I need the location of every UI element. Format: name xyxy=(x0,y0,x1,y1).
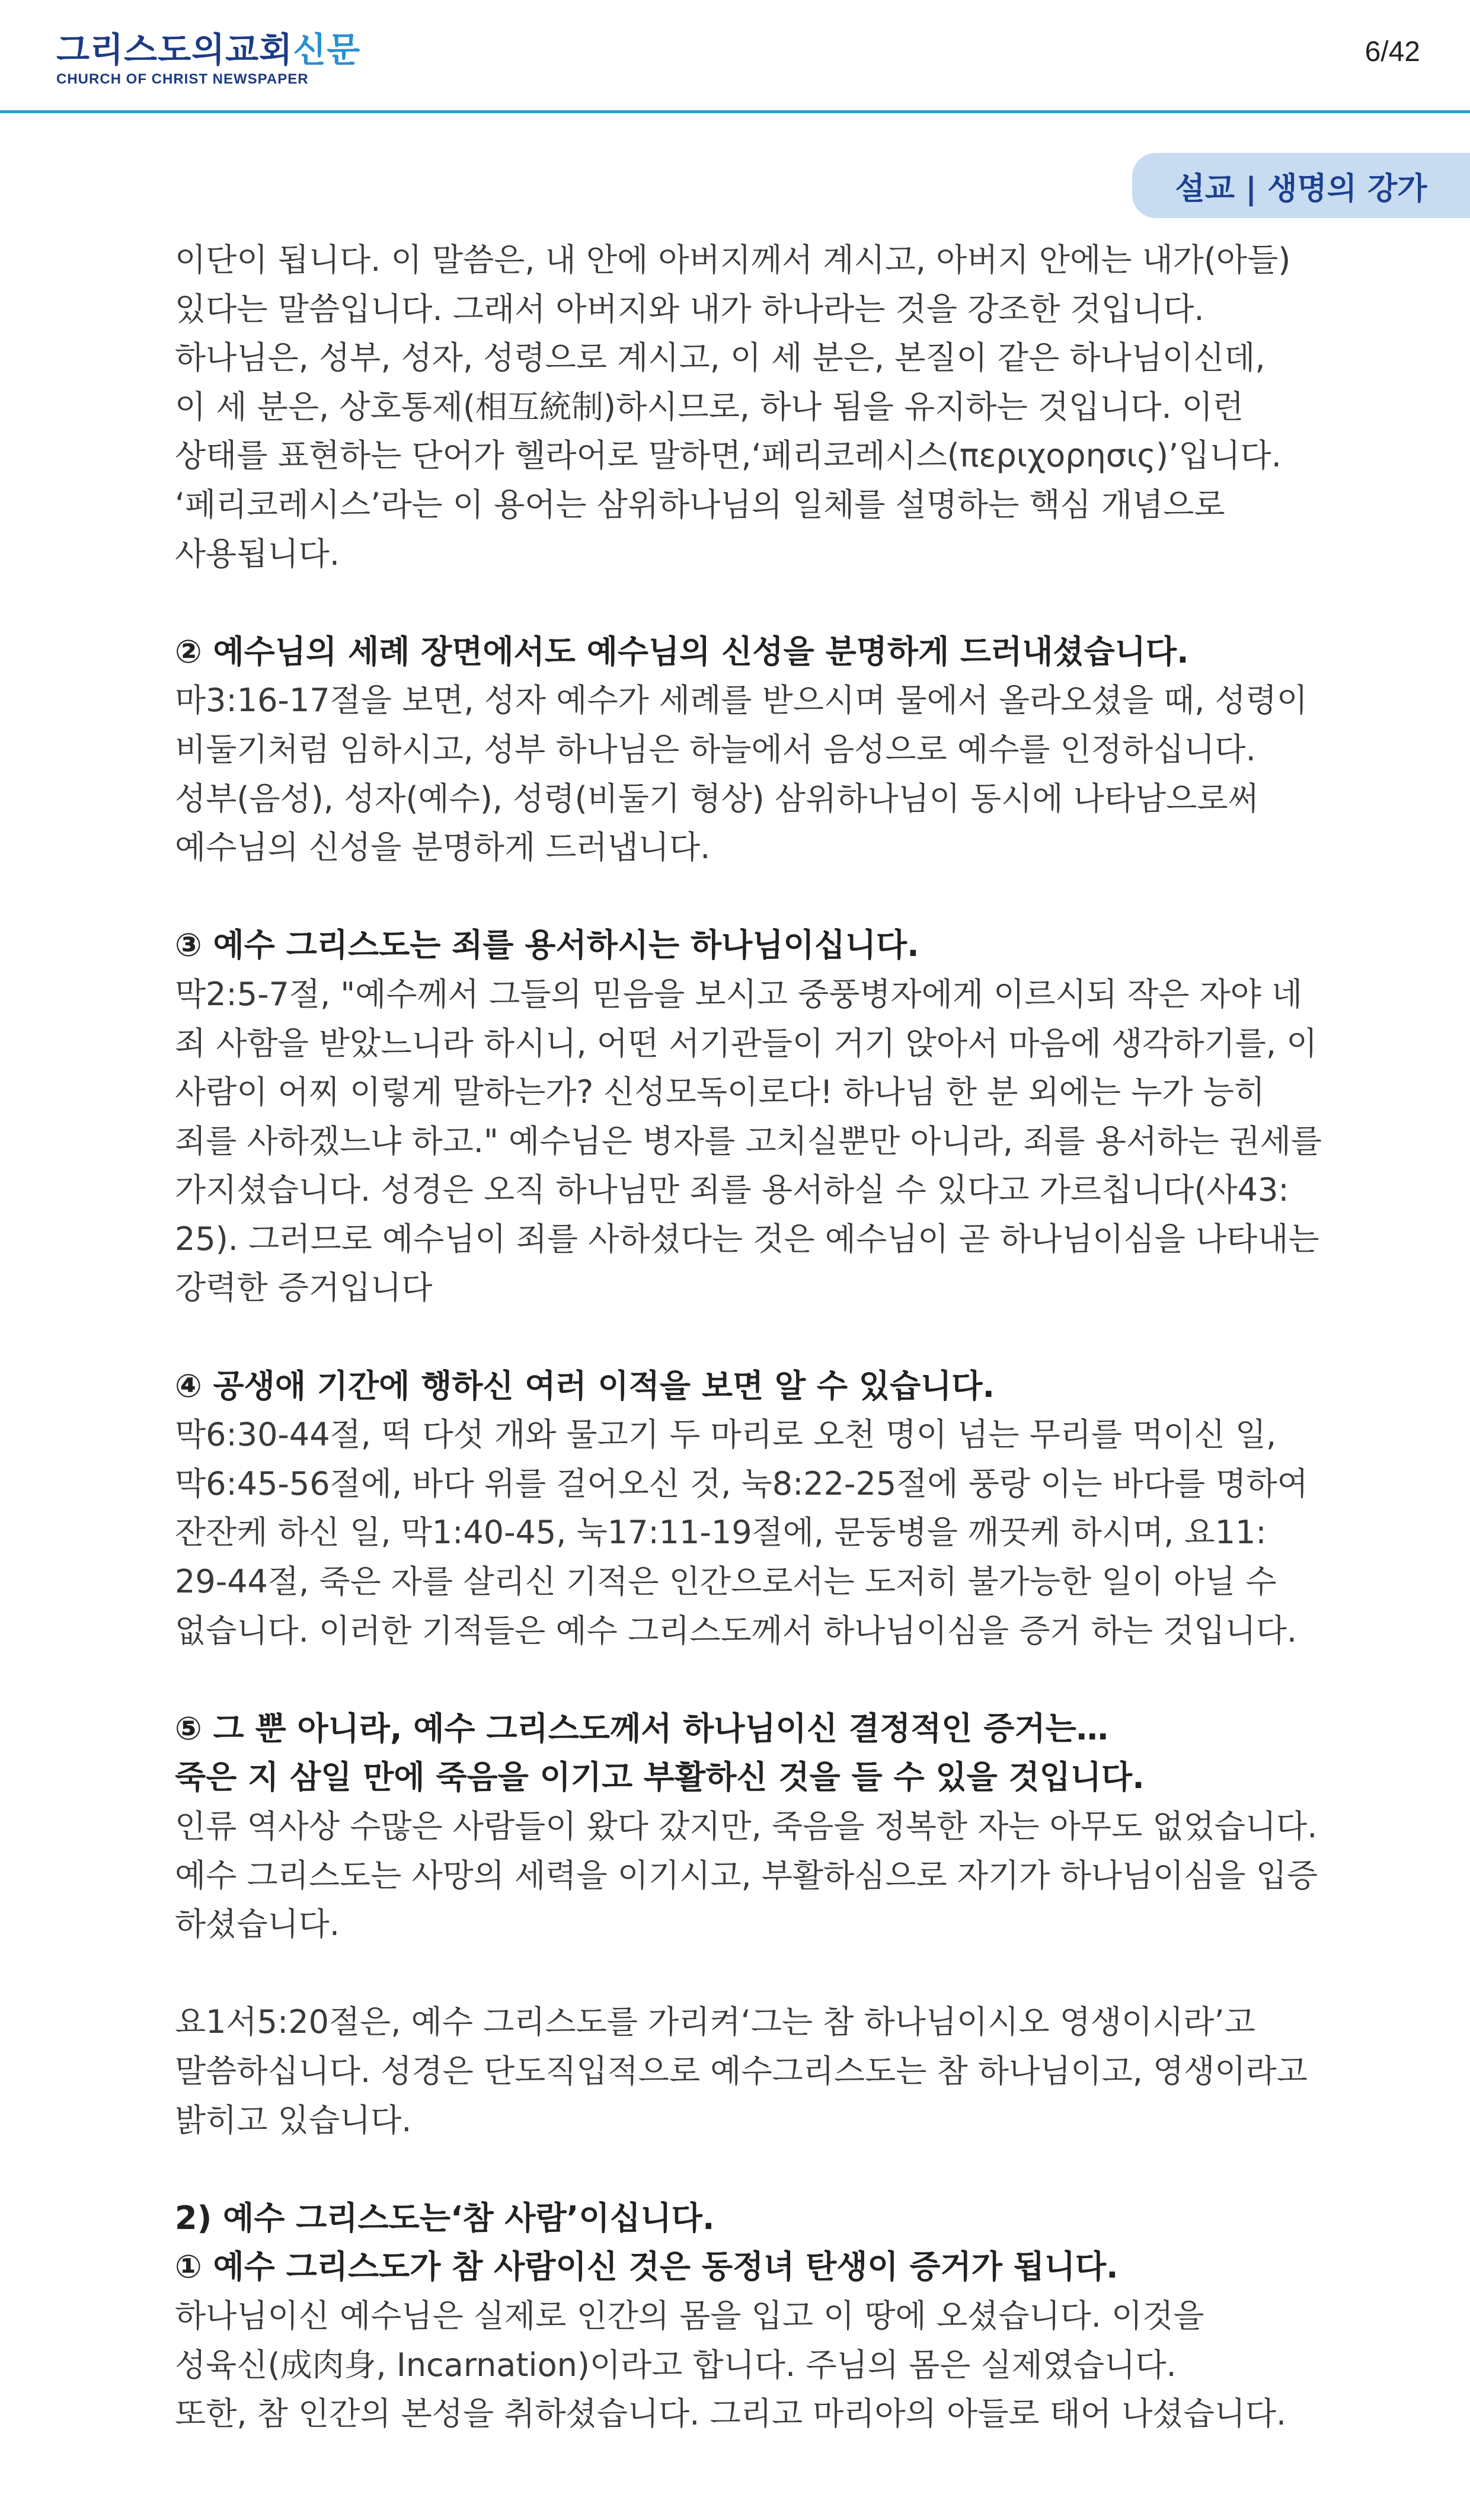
paragraph-7 xyxy=(175,2194,1304,2439)
text-line: 25). 그러므로 예수님이 죄를 사하셨다는 것은 예수님이 곧 하나님이심을 나타내는 xyxy=(175,1220,1319,1258)
section-tag: 설교 | 생명의 강가 xyxy=(1132,153,1470,218)
text-line: 하나님은, 성부, 성자, 성령으로 계시고, 이 세 분은, 본질이 같은 하나님이신데, xyxy=(175,339,1266,377)
logo-title xyxy=(56,31,360,69)
section-heading: ② 예수님의 세례 장면에서도 예수님의 신성을 분명하게 드러내셨습니다. xyxy=(175,632,1189,670)
text-line: 없습니다. 이러한 기적들은 예수 그리스도께서 하나님이심을 증거 하는 것입니다. xyxy=(175,1611,1298,1649)
page-number: 6/42 xyxy=(1364,36,1420,68)
text-line: 비둘기처럼 임하시고, 성부 하나님은 하늘에서 음성으로 예수를 인정하십니다. xyxy=(175,730,1256,768)
text-line: 성육신(成肉身, Incarnation)이라고 합니다. 주님의 몸은 실제였습니다. xyxy=(175,2346,1177,2384)
logo-title-accent: 신문 xyxy=(293,30,361,70)
text-line: 죄 사함을 받았느니라 하시니, 어떤 서기관들이 거기 앉아서 마음에 생각하기를, 이 xyxy=(175,1024,1318,1062)
text-line: 상태를 표현하는 단어가 헬라어로 말하면,‘페리코레시스(περιχορησις)’입니다. xyxy=(175,437,1282,475)
text-line: 하나님이신 예수님은 실제로 인간의 몸을 입고 이 땅에 오셨습니다. 이것을 xyxy=(175,2297,1204,2334)
section-heading: ④ 공생애 기간에 행하신 여러 이적을 보면 알 수 있습니다. xyxy=(175,1367,995,1405)
text-line: 죄를 사하겠느냐 하고." 예수님은 병자를 고치실뿐만 아니라, 죄를 용서하는 권세를 xyxy=(175,1122,1322,1160)
text-line: 있다는 말씀입니다. 그래서 아버지와 내가 하나라는 것을 강조한 것입니다. xyxy=(175,290,1204,328)
paragraph-gap xyxy=(175,1655,1304,1704)
paragraph-3 xyxy=(175,921,1322,1313)
text-line: 밝히고 있습니다. xyxy=(175,2101,412,2139)
paragraph-1 xyxy=(175,236,1304,578)
text-line: 가지셨습니다. 성경은 오직 하나님만 죄를 용서하실 수 있다고 가르칩니다(사43: xyxy=(175,1171,1289,1209)
section-heading: ① 예수 그리스도가 참 사람이신 것은 동정녀 탄생이 증거가 됩니다. xyxy=(175,2248,1119,2286)
text-line: 강력한 증거입니다 xyxy=(175,1269,433,1307)
text-line: 막6:30-44절, 떡 다섯 개와 물고기 두 마리로 오천 명이 넘는 무리를 먹이신 일, xyxy=(175,1416,1277,1454)
paragraph-gap xyxy=(175,872,1304,922)
text-line: 이 세 분은, 상호통제(相互統制)하시므로, 하나 됨을 유지하는 것입니다. 이런 xyxy=(175,388,1244,426)
text-line: 이단이 됩니다. 이 말씀은, 내 안에 아버지께서 계시고, 아버지 안에는 내가(아들) xyxy=(175,241,1291,279)
text-line: 요1서5:20절은, 예수 그리스도를 가리켜‘그는 참 하나님이시오 영생이시라’고 xyxy=(175,2003,1255,2041)
text-line: 예수님의 신성을 분명하게 드러냅니다. xyxy=(175,829,711,866)
newspaper-logo[interactable] xyxy=(56,31,360,88)
paragraph-2 xyxy=(175,628,1308,872)
text-line: 사람이 어찌 이렇게 말하는가? 신성모독이로다! 하나님 한 분 외에는 누가 능히 xyxy=(175,1073,1266,1111)
text-line: 하셨습니다. xyxy=(175,1905,340,1943)
logo-subtitle: CHURCH OF CHRIST NEWSPAPER xyxy=(56,71,309,87)
section-heading: ③ 예수 그리스도는 죄를 용서하시는 하나님이십니다. xyxy=(175,926,919,964)
text-line: 마3:16-17절을 보면, 성자 예수가 세례를 받으시며 물에서 올라오셨을 때, 성령이 xyxy=(175,682,1308,719)
paragraph-gap xyxy=(175,1949,1304,1998)
text-line: 막2:5-7절, "예수께서 그들의 믿음을 보시고 중풍병자에게 이르시되 작은 자야 네 xyxy=(175,975,1303,1013)
logo-title-main: 그리스도의교회 xyxy=(56,30,293,70)
text-line: 또한, 참 인간의 본성을 취하셨습니다. 그리고 마리아의 아들로 태어 나셨습니다. xyxy=(175,2395,1287,2433)
header-divider xyxy=(0,110,1470,113)
text-line: 잔잔케 하신 일, 막1:40-45, 눅17:11-19절에, 문둥병을 깨끗케 하시며, 요11: xyxy=(175,1514,1267,1552)
text-line: 29-44절, 죽은 자를 살리신 기적은 인간으로서는 도저히 불가능한 일이 아닐 수 xyxy=(175,1563,1277,1601)
paragraph-4 xyxy=(175,1362,1308,1656)
text-line: 예수 그리스도는 사망의 세력을 이기시고, 부활하심으로 자기가 하나님이심을 입증 xyxy=(175,1856,1318,1894)
text-line: ‘페리코레시스’라는 이 용어는 삼위하나님의 일체를 설명하는 핵심 개념으로 xyxy=(175,485,1225,523)
section-heading: 2) 예수 그리스도는‘참 사람’이십니다. xyxy=(175,2199,715,2237)
paragraph-5 xyxy=(175,1704,1318,1949)
text-line: 인류 역사상 수많은 사람들이 왔다 갔지만, 죽음을 정복한 자는 아무도 없었습니다. xyxy=(175,1808,1318,1845)
paragraph-6 xyxy=(175,1998,1308,2145)
paragraph-gap xyxy=(175,1313,1304,1362)
text-line: 막6:45-56절에, 바다 위를 걸어오신 것, 눅8:22-25절에 풍랑 이는 바다를 명하여 xyxy=(175,1464,1308,1502)
text-line: 사용됩니다. xyxy=(175,535,340,573)
page-header xyxy=(0,0,1470,113)
section-heading: 죽은 지 삼일 만에 죽음을 이기고 부활하신 것을 들 수 있을 것입니다. xyxy=(175,1758,1145,1796)
text-line: 성부(음성), 성자(예수), 성령(비둘기 형상) 삼위하나님이 동시에 나타남으로써 xyxy=(175,779,1259,817)
paragraph-gap xyxy=(175,2145,1304,2194)
section-heading: ⑤ 그 뿐 아니라, 예수 그리스도께서 하나님이신 결정적인 증거는… xyxy=(175,1709,1108,1747)
article-body xyxy=(175,236,1322,2439)
text-line: 말씀하십니다. 성경은 단도직입적으로 예수그리스도는 참 하나님이고, 영생이라고 xyxy=(175,2052,1308,2090)
paragraph-gap xyxy=(175,578,1304,628)
